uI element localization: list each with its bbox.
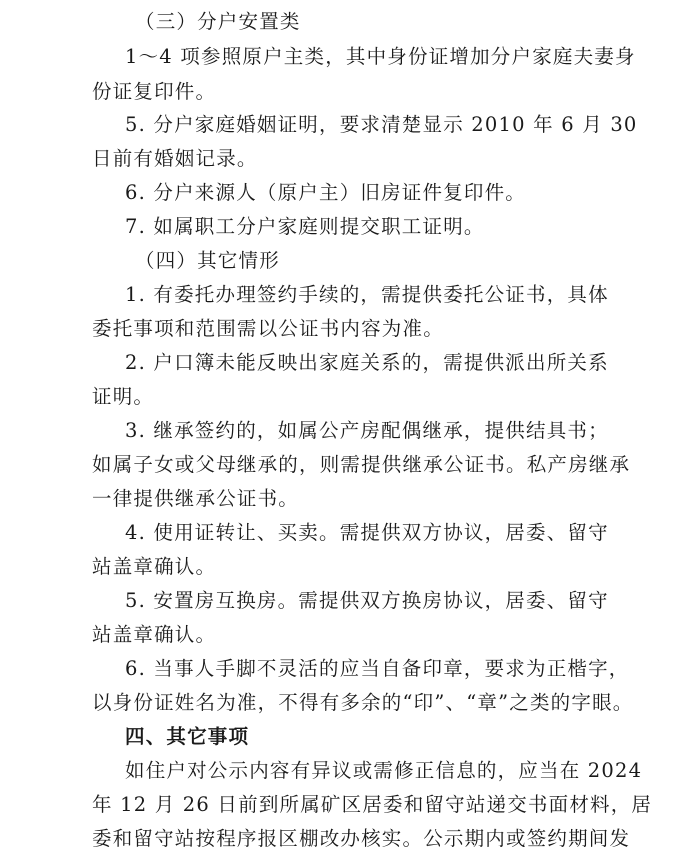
paragraph-line: 站盖章确认。 (92, 555, 217, 578)
paragraph-line: 1. 有委托办理签约手续的，需提供委托公证书，具体 (125, 283, 609, 306)
paragraph-line: 站盖章确认。 (92, 623, 217, 646)
section-heading-4: 四、其它事项 (125, 725, 250, 748)
paragraph-line: 4. 使用证转让、买卖。需提供双方协议，居委、留守 (125, 521, 609, 544)
paragraph-line: 一律提供继承公证书。 (92, 487, 300, 510)
paragraph-line: 5. 分户家庭婚姻证明，要求清楚显示 2010 年 6 月 30 (125, 113, 638, 136)
paragraph-line: 6. 分户来源人（原户主）旧房证件复印件。 (125, 181, 527, 204)
subsection-heading-4: （四）其它情形 (135, 249, 280, 272)
paragraph-line: 5. 安置房互换房。需提供双方换房协议，居委、留守 (125, 589, 609, 612)
paragraph-line: 1～4 项参照原户主类，其中身份证增加分户家庭夫妻身 (125, 45, 636, 68)
paragraph-line: 6. 当事人手脚不灵活的应当自备印章，要求为正楷字， (125, 657, 630, 680)
paragraph-line: 年 12 月 26 日前到所属矿区居委和留守站递交书面材料，居 (92, 793, 653, 816)
paragraph-line: 委和留守站按程序报区棚改办核实。公示期内或签约期间发 (92, 827, 631, 850)
paragraph-line: 如属子女或父母继承的，则需提供继承公证书。私产房继承 (92, 453, 631, 476)
paragraph-line: 以身份证姓名为准，不得有多余的“印”、“章”之类的字眼。 (92, 691, 634, 714)
paragraph-line: 日前有婚姻记录。 (92, 147, 258, 170)
paragraph-line: 证明。 (92, 385, 155, 408)
subsection-heading-3: （三）分户安置类 (135, 10, 301, 33)
paragraph-line: 委托事项和范围需以公证书内容为准。 (92, 317, 444, 340)
paragraph-line: 7. 如属职工分户家庭则提交职工证明。 (125, 215, 485, 238)
paragraph-line: 3. 继承签约的，如属公产房配偶继承，提供结具书； (125, 419, 609, 442)
paragraph-line: 2. 户口簿未能反映出家庭关系的，需提供派出所关系 (125, 351, 609, 374)
paragraph-line: 如住户对公示内容有异议或需修正信息的，应当在 2024 (125, 759, 643, 782)
paragraph-line: 份证复印件。 (92, 80, 217, 103)
